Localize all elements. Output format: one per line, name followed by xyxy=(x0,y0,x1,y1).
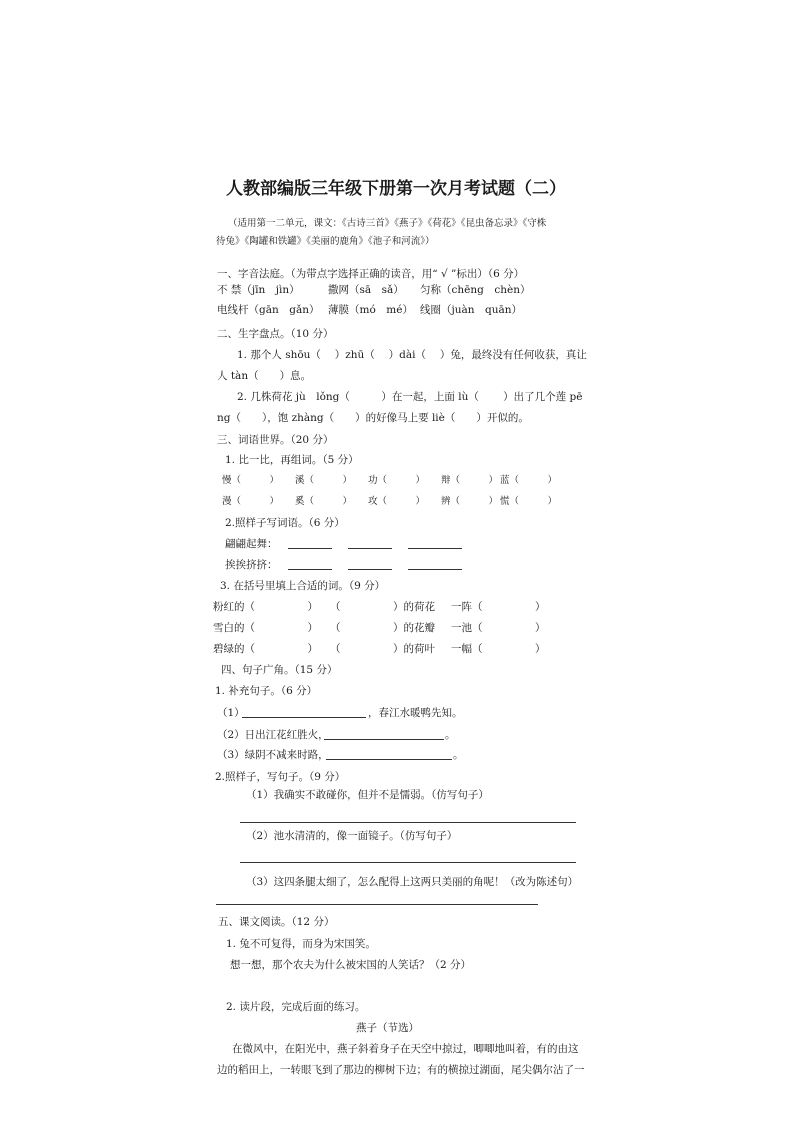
compare-word: 慢（ ） xyxy=(222,475,280,486)
answer-line[interactable] xyxy=(348,548,392,549)
compare-word: 功（ ） xyxy=(368,475,426,486)
pinyin-item: 电线杆（gān gǎn） xyxy=(217,304,320,316)
question-text: 2. 几株荷花 jù lǒng（ ）在一起，上面 lù（ ）出了几个莲 pē xyxy=(237,391,583,403)
question-text: 1. 补充句子。（6 分） xyxy=(215,685,318,697)
sentence-prefix: （2）日出江花红胜火， xyxy=(217,729,329,741)
scope-line-1: （适用第一二单元，课文：《古诗三首》《燕子》《荷花》《昆虫备忘录》《守株 xyxy=(228,218,547,229)
section-1-heading: 一、字音法庭。（为带点字选择正确的读音，用“ √ ”标出）（6 分） xyxy=(217,268,525,280)
page-title: 人教部编版三年级下册第一次月考试题（二） xyxy=(226,179,566,199)
answer-line[interactable] xyxy=(348,569,392,570)
compare-word: 蓝（ ） xyxy=(500,475,558,486)
fill-blank: （ ）的花瓣 xyxy=(330,622,435,634)
scope-line-2: 待兔》《陶罐和铁罐》《美丽的鹿角》《池子和河流》） xyxy=(216,236,435,247)
answer-line[interactable] xyxy=(240,862,576,863)
compare-word: 奚（ ） xyxy=(295,496,353,507)
question-text: （2）池水清清的，像一面镜子。（仿写句子） xyxy=(246,830,458,842)
passage-text: 在微风中，在阳光中，燕子斜着身子在天空中掠过，唧唧地叫着，有的由这 xyxy=(232,1043,579,1055)
sentence-suffix: ，春江水暖鸭先知。 xyxy=(368,707,463,719)
compare-word: 慌（ ） xyxy=(500,496,558,507)
question-text: 3. 在括号里填上合适的词。（9 分） xyxy=(220,580,386,592)
sentence-suffix: 。 xyxy=(445,729,456,741)
answer-line[interactable] xyxy=(288,548,332,549)
pinyin-item: 线圈（juàn quān） xyxy=(420,304,523,316)
answer-line[interactable] xyxy=(326,759,452,760)
compare-word: 溪（ ） xyxy=(295,475,353,486)
question-text: 人 tàn（ ）息。 xyxy=(217,370,312,382)
passage-title: 燕子（节选） xyxy=(356,1022,419,1034)
example-word: 翩翩起舞： xyxy=(225,538,278,550)
question-text: 1. 比一比，再组词。（5 分） xyxy=(225,454,359,466)
section-4-heading: 四、句子广角。（15 分） xyxy=(221,664,338,676)
question-text: 1. 兔不可复得，而身为宋国笑。 xyxy=(226,938,376,950)
fill-blank: 一池（ ） xyxy=(451,622,546,634)
pinyin-item: 匀称（chēng chèn） xyxy=(420,284,531,296)
question-text: 想一想，那个农夫为什么被宋国的人笑话？（2 分） xyxy=(230,959,472,971)
answer-line[interactable] xyxy=(408,548,462,549)
example-word: 挨挨挤挤： xyxy=(225,559,278,571)
section-2-heading: 二、生字盘点。（10 分） xyxy=(217,328,334,340)
pinyin-item: 不 禁（jīn jìn） xyxy=(217,284,300,296)
question-text: ng（ ），饱 zhàng（ ）的好像马上要 liè（ ）开似的。 xyxy=(217,412,529,424)
fill-blank: （ ）的荷叶 xyxy=(330,643,435,655)
fill-blank: 碧绿的（ ） xyxy=(213,643,318,655)
question-text: （1）我确实不敢碰你，但并不是懦弱。（仿写句子） xyxy=(246,789,489,801)
sentence-prefix: （3）绿阴不减来时路， xyxy=(217,749,329,761)
answer-line[interactable] xyxy=(288,569,332,570)
sentence-prefix: （1） xyxy=(217,707,245,719)
pinyin-item: 撒网（sā sǎ） xyxy=(328,284,404,296)
question-text: 2. 读片段，完成后面的练习。 xyxy=(226,1001,366,1013)
fill-blank: 雪白的（ ） xyxy=(213,622,318,634)
compare-word: 攻（ ） xyxy=(368,496,426,507)
question-text: （3）这四条腿太细了，怎么配得上这两只美丽的角呢！（改为陈述句） xyxy=(246,876,579,888)
compare-word: 辨（ ） xyxy=(441,496,499,507)
pinyin-item: 薄膜（mó mé） xyxy=(328,304,413,316)
compare-word: 辩（ ） xyxy=(441,475,499,486)
section-5-heading: 五、课文阅读。（12 分） xyxy=(218,916,335,928)
answer-line[interactable] xyxy=(240,822,576,823)
fill-blank: 一阵（ ） xyxy=(451,601,546,613)
answer-line[interactable] xyxy=(324,739,444,740)
question-text: 2.照样子写词语。（6 分） xyxy=(225,517,345,529)
question-text: 1. 那个人 shōu（ ）zhū（ ）dài（ ）兔，最终没有任何收获，真让 xyxy=(237,349,587,361)
answer-line[interactable] xyxy=(216,904,538,905)
fill-blank: 一幅（ ） xyxy=(451,643,546,655)
fill-blank: （ ）的荷花 xyxy=(330,601,435,613)
sentence-suffix: 。 xyxy=(453,749,464,761)
fill-blank: 粉红的（ ） xyxy=(213,601,318,613)
question-text: 2.照样子，写句子。（9 分） xyxy=(215,771,346,783)
answer-line[interactable] xyxy=(242,717,366,718)
section-3-heading: 三、词语世界。（20 分） xyxy=(217,434,334,446)
passage-text: 边的稻田上，一转眼飞到了那边的柳树下边；有的横掠过湖面，尾尖偶尔沾了一 xyxy=(217,1064,585,1076)
answer-line[interactable] xyxy=(408,569,462,570)
compare-word: 漫（ ） xyxy=(222,496,280,507)
